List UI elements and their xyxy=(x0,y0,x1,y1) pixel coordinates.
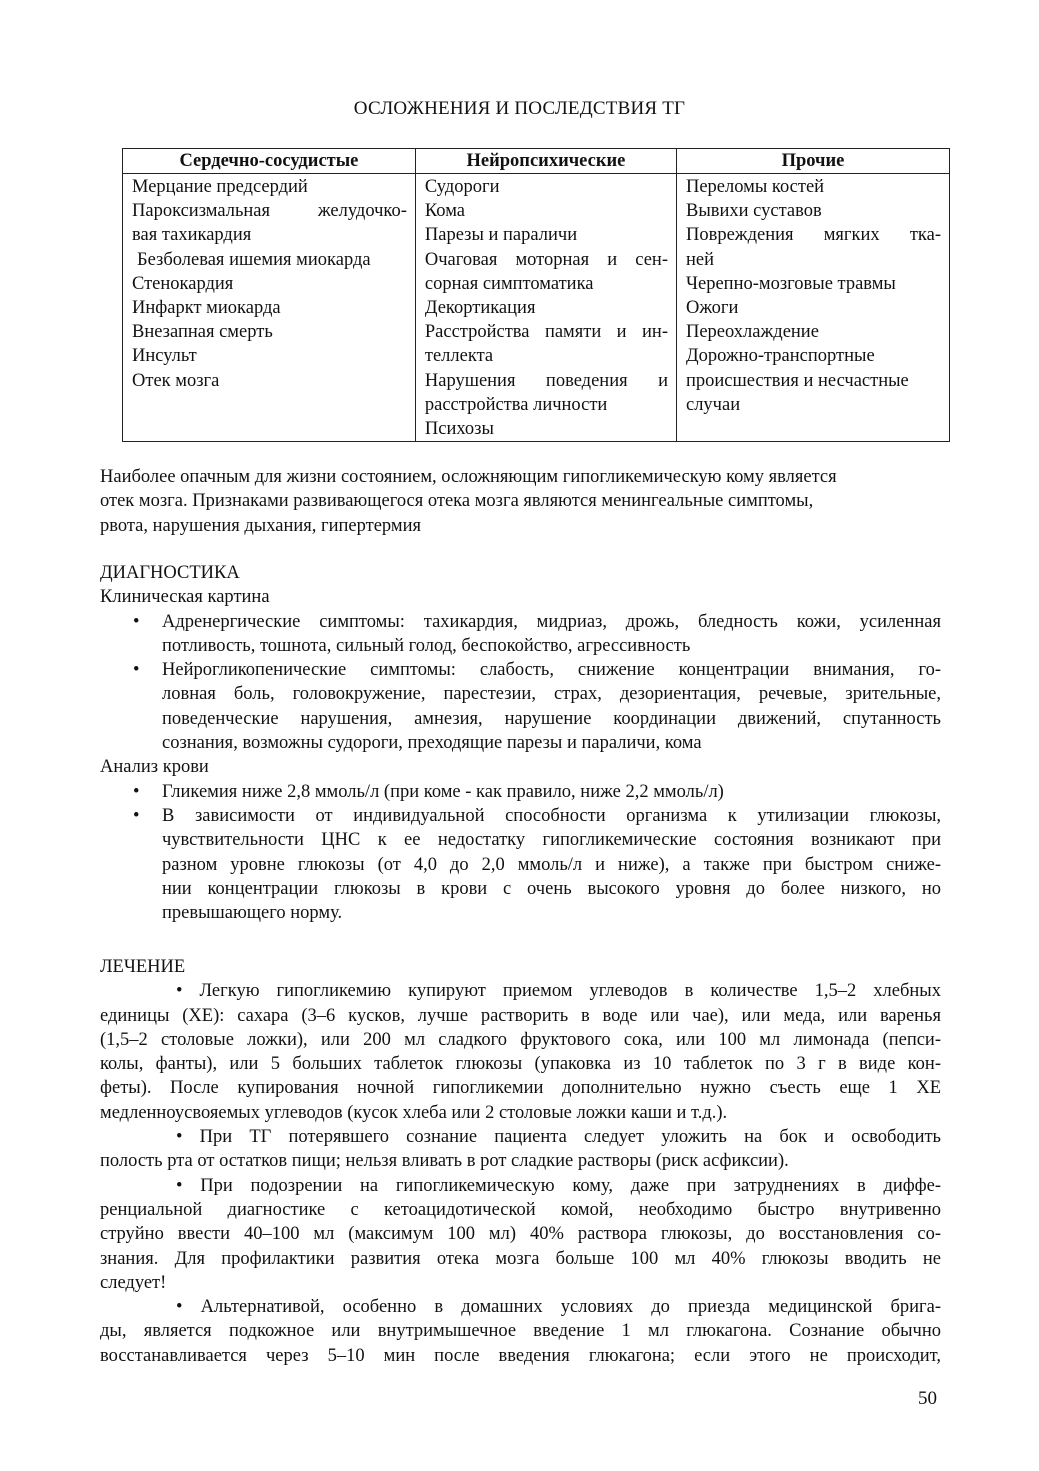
table-cell-line: Отек мозга xyxy=(132,370,220,391)
table-body-row xyxy=(123,174,950,442)
text-line: струйно ввести 40–100 мл (максимум 100 мл) 40% раствора глюкозы, до восстановления со- xyxy=(100,1224,941,1245)
text-line: нии концентрации глюкозы в крови с очень высокого уровня до более низкого, но xyxy=(162,878,941,899)
text-line: знания. Для профилактики развития отека мозга больше 100 мл 40% глюкозы вводить не xyxy=(100,1248,941,1269)
table-cell-line: вая тахикардия xyxy=(132,225,252,246)
text-line: ловная боль, головокружение, парестезии, страх, дезориентация, речевые, зрительные, xyxy=(162,684,941,705)
text-line: разном уровне глюкозы (от 4,0 до 2,0 ммоль/л и ниже), а также при быстром сниже- xyxy=(162,854,941,875)
table-cell-line: Нарушения поведения и xyxy=(424,370,668,391)
table-cell-line: Пароксизмальная желудочко- xyxy=(132,201,407,222)
list-item xyxy=(100,658,941,755)
text-line: Адренергические симптомы: тахикардия, мидриаз, дрожь, бледность кожи, усиленная xyxy=(162,611,941,632)
text-line: ренциальной диагностике с кетоацидотической комой, необходимо быстро внутривенно xyxy=(100,1199,941,1220)
header-neuropsychic: Нейропсихические xyxy=(415,149,676,174)
text-line: рвота, нарушения дыхания, гипертермия xyxy=(100,515,422,536)
table-cell-line: Черепно-мозговые травмы xyxy=(685,273,896,294)
table-cell-line: Вывихи суставов xyxy=(685,201,822,222)
table-cell-line: происшествия и несчастные xyxy=(685,370,909,391)
text-line: полость рта от остатков пищи; нельзя вливать в рот сладкие растворы (риск асфиксии). xyxy=(100,1151,789,1172)
table-cell-line: Расстройства памяти и ин- xyxy=(424,322,668,343)
text-line: Наиболее опачным для жизни состоянием, осложняющим гипогликемическую кому является xyxy=(100,467,837,487)
clinical-heading: Клиническая картина xyxy=(100,587,270,608)
text-line: отек мозга. Признаками развивающегося отека мозга являются менингеальные симптомы, xyxy=(100,491,814,512)
text-line: (1,5–2 столовые ложки), или 200 мл сладкого фруктового сока, или 100 мл лимонада (пепси- xyxy=(100,1029,941,1050)
table-cell-line: расстройства личности xyxy=(424,394,608,415)
text-line: ды, является подкожное или внутримышечное введение 1 мл глюкагона. Сознание обычно xyxy=(100,1321,941,1342)
text-line: В зависимости от индивидуальной способности организма к утилизации глюкозы, xyxy=(162,805,941,826)
bullet-icon: • xyxy=(133,781,140,802)
text-line: чувствительности ЦНС к ее недостатку гипогликемические состояния возникают при xyxy=(162,830,941,851)
text-line: единицы (ХЕ): сахара (3–6 кусков, лучше растворить в воде или чае), или меда, или варенья xyxy=(100,1005,941,1026)
table-cell-line: ней xyxy=(685,249,714,270)
complications-table xyxy=(122,148,950,442)
diagnostics-heading: ДИАГНОСТИКА xyxy=(100,563,240,583)
text-line: • Легкую гипогликемию купируют приемом углеводов в количестве 1,5–2 хлебных xyxy=(176,981,941,1002)
table-cell-line: Дорожно-транспортные xyxy=(685,346,875,367)
table-cell-line: Судороги xyxy=(424,177,500,197)
bullet-icon: • xyxy=(133,660,140,681)
table-cell-line: Ожоги xyxy=(685,298,739,319)
table-cell-line: Безболевая ишемия миокарда xyxy=(137,249,371,270)
bullet-icon: • xyxy=(133,611,140,632)
blood-analysis-heading: Анализ крови xyxy=(100,757,209,778)
text-line: феты). После купирования ночной гипогликемии дополнительно нужно съесть еще 1 ХЕ xyxy=(100,1078,941,1099)
text-line: Гликемия ниже 2,8 ммоль/л (при коме - как правило, ниже 2,2 ммоль/л) xyxy=(162,781,724,802)
table-cell-line: Внезапная смерть xyxy=(132,322,273,343)
text-line: следует! xyxy=(100,1272,167,1293)
text-line: колы, фанты), или 5 больших таблеток глюкозы (упаковка из 10 таблеток по 3 г в виде кон- xyxy=(100,1054,941,1075)
table-cell-line: сорная симптоматика xyxy=(424,273,594,294)
text-line: • При ТГ потерявшего сознание пациента следует уложить на бок и освободить xyxy=(176,1127,941,1148)
text-line: потливость, тошнота, сильный голод, беспокойство, агрессивность xyxy=(162,635,691,656)
table-cell-line: Мерцание предсердий xyxy=(132,177,308,197)
text-line: сознания, возможны судороги, преходящие парезы и параличи, кома xyxy=(162,733,702,754)
table-cell-line: случаи xyxy=(685,394,741,415)
cardiovascular-cell xyxy=(123,174,416,442)
treatment-heading: ЛЕЧЕНИЕ xyxy=(100,957,186,977)
treatment-paragraph xyxy=(100,1125,941,1174)
table-cell-line: теллекта xyxy=(424,346,494,367)
diagnostics-section xyxy=(100,561,941,925)
section-title: ОСЛОЖНЕНИЯ И ПОСЛЕДСТВИЯ ТГ xyxy=(353,98,686,119)
page-number: 50 xyxy=(918,1388,937,1409)
table-cell-line: Инфаркт миокарда xyxy=(132,298,281,319)
text-line: превышающего норму. xyxy=(162,903,343,924)
text-line: поведенческие нарушения, амнезия, нарушение координации движений, спутанность xyxy=(162,708,941,729)
table-cell-line: Инсульт xyxy=(132,346,197,367)
text-line: восстанавливается через 5–10 мин после введения глюкагона; если этого не происходит, xyxy=(100,1345,941,1366)
table-cell-line: Переломы костей xyxy=(685,177,825,197)
text-line: Нейрогликопенические симптомы: слабость, снижение концентрации внимания, го- xyxy=(162,660,941,681)
header-cardiovascular: Сердечно-сосудистые xyxy=(123,149,416,174)
table-cell-line: Психозы xyxy=(424,419,494,440)
bullet-icon: • xyxy=(133,805,140,826)
list-item xyxy=(100,780,941,804)
table-cell-line: Парезы и параличи xyxy=(424,225,578,246)
table-cell-line: Кома xyxy=(424,201,465,222)
treatment-paragraph xyxy=(100,1174,941,1295)
table-cell-line: Декортикация xyxy=(424,298,536,319)
intro-paragraph xyxy=(100,465,941,538)
treatment-section xyxy=(100,955,941,1368)
text-line: • Альтернативой, особенно в домашних условиях до приезда медицинской брига- xyxy=(176,1297,941,1318)
text-line: медленноусвояемых углеводов (кусок хлеба или 2 столовые ложки каши и т.д.). xyxy=(100,1102,728,1123)
list-item xyxy=(100,804,941,925)
list-item xyxy=(100,610,941,659)
header-other: Прочие xyxy=(676,149,949,174)
table-cell-line: Стенокардия xyxy=(132,273,234,294)
neuropsychic-cell xyxy=(415,174,676,442)
other-cell xyxy=(676,174,949,442)
table-cell-line: Переохлаждение xyxy=(685,322,819,343)
treatment-paragraph xyxy=(100,979,941,1125)
table-header-row xyxy=(123,149,950,174)
treatment-paragraph xyxy=(100,1295,941,1368)
table-cell-line: Очаговая моторная и сен- xyxy=(424,249,668,270)
table-cell-line: Повреждения мягких тка- xyxy=(685,225,941,246)
text-line: • При подозрении на гипогликемическую кому, даже при затруднениях в диффе- xyxy=(176,1175,941,1196)
